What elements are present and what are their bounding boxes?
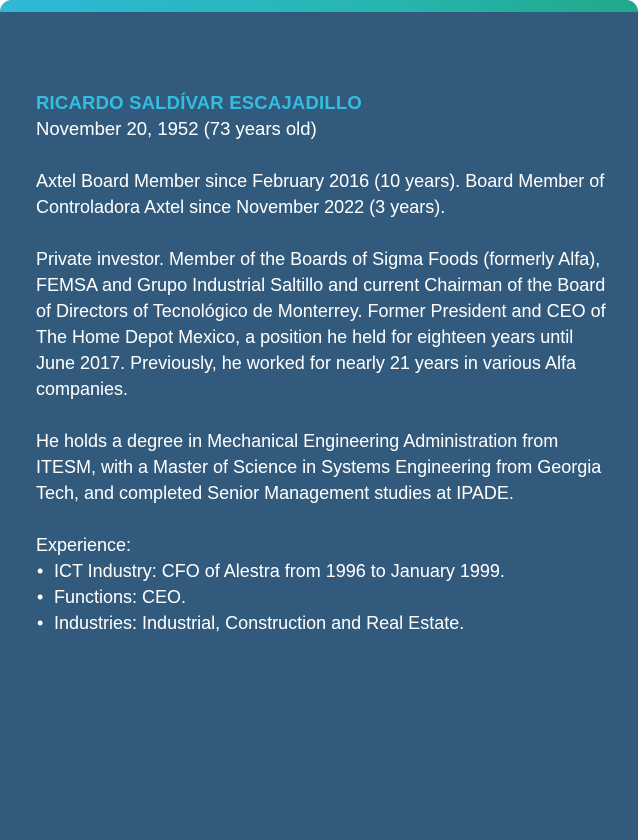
spacer (36, 506, 606, 532)
person-name: RICARDO SALDÍVAR ESCAJADILLO (36, 92, 362, 113)
experience-heading: Experience: (36, 535, 132, 555)
board-tenure-paragraph: Axtel Board Member since February 2016 (10 years). Board Member of Controladora Axtel since November 2022 (3 years). (36, 171, 605, 217)
accent-bar (0, 0, 638, 12)
spacer (36, 142, 606, 168)
experience-item: • Functions: CEO. (36, 584, 606, 610)
birth-date: November 20, 1952 (73 years old) (36, 118, 317, 139)
profile-content (36, 90, 606, 636)
spacer (36, 402, 606, 428)
education-paragraph: He holds a degree in Mechanical Engineering Administration from ITESM, with a Master of Science in Systems Engineering from Georgia Tech, and completed Senior Management studies at IPADE. (36, 431, 602, 503)
career-paragraph: Private investor. Member of the Boards of Sigma Foods (formerly Alfa), FEMSA and Grupo Industrial Saltillo and current Chairman of the Board of Directors of Tecnológico de Monterrey. Former President and CEO of The Home Depot Mexico, a position he held for eighteen years until June 2017. Previously, he worked for nearly 21 years in various Alfa companies. (36, 249, 606, 399)
experience-item: • Industries: Industrial, Construction and Real Estate. (36, 610, 606, 636)
experience-list (36, 558, 606, 636)
spacer (36, 220, 606, 246)
experience-item: • ICT Industry: CFO of Alestra from 1996 to January 1999. (36, 558, 606, 584)
